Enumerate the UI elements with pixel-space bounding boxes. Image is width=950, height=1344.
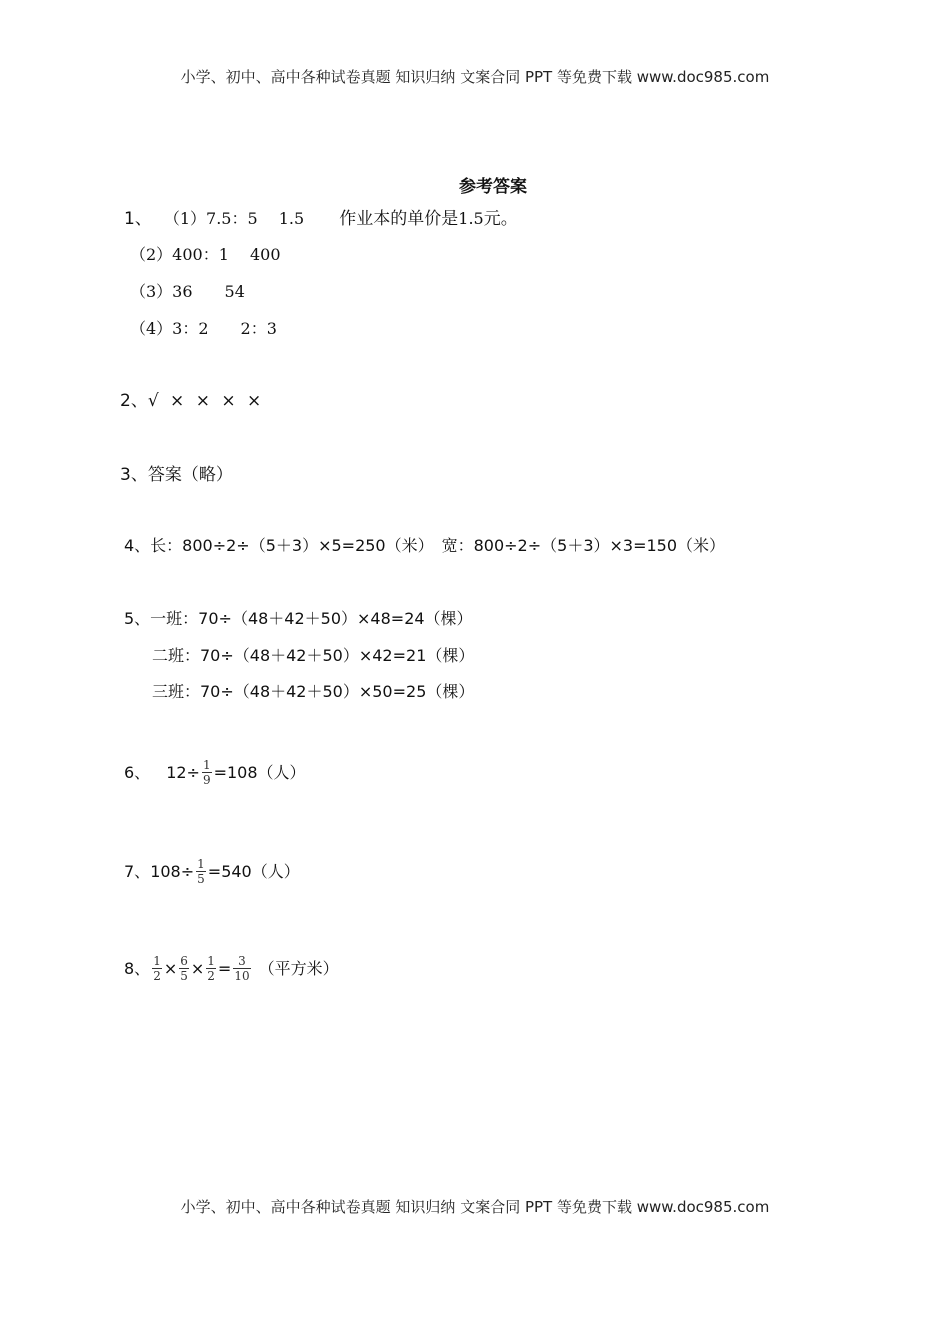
answer-6-label: 6、 [124,762,151,782]
answer-7-label: 7、 [124,861,151,881]
fraction [196,857,206,886]
answer-6-post: =108（人） [213,762,306,782]
answer-7 [124,857,300,886]
fraction-numerator: 6 [180,954,188,968]
page-title: 参考答案 [459,177,527,197]
answer-8 [124,954,339,983]
equals-sign: = [217,958,232,978]
answer-1-unit: 元。 [483,209,518,229]
fraction-denominator: 2 [207,969,215,983]
fraction-numerator: 1 [197,857,205,871]
answer-5-line-3: 三班：70÷（48＋42＋50）×50=25（棵） [152,682,475,701]
answer-3: 3、答案（略） [120,465,233,485]
answer-1-line-4: （4）3：2 2：3 [130,319,277,338]
answer-8-unit: （平方米） [258,958,339,978]
fraction [152,954,162,983]
answer-1-price: 1.5 [458,209,484,228]
fraction [179,954,189,983]
answer-1-line-2: （2）400：1 400 [130,245,281,264]
fraction-numerator: 1 [153,954,161,968]
answer-6 [124,758,306,787]
multiply-sign: × [190,958,205,978]
fraction [202,758,212,787]
fraction [233,954,250,983]
answer-7-pre: 108÷ [150,861,195,881]
answer-4: 4、长：800÷2÷（5＋3）×5=250（米） 宽：800÷2÷（5＋3）×3=150（米） [124,536,726,555]
answer-8-label: 8、 [124,958,151,978]
fraction-numerator: 1 [202,758,211,772]
answer-1-line-1 [124,208,518,230]
answer-1-label: 1、 [124,209,152,229]
fraction-denominator: 2 [153,969,161,983]
fraction [206,954,216,983]
answer-5-line-1: 5、一班：70÷（48＋42＋50）×48=24（棵） [124,609,473,628]
fraction-denominator: 5 [180,969,188,983]
fraction-denominator: 5 [197,872,205,886]
answer-1-line-3: （3）36 54 [130,282,245,301]
answer-2: 2、√ × × × × [120,391,262,411]
fraction-denominator: 9 [202,773,211,787]
fraction-numerator: 3 [238,954,246,968]
fraction-numerator: 1 [207,954,215,968]
answer-6-pre: 12÷ [166,762,200,782]
multiply-sign: × [163,958,178,978]
header-banner: 小学、初中、高中各种试卷真题 知识归纳 文案合同 PPT 等免费下载 www.doc985.com [180,68,770,86]
footer-banner: 小学、初中、高中各种试卷真题 知识归纳 文案合同 PPT 等免费下载 www.doc985.com [180,1198,770,1216]
answer-7-post: =540（人） [207,861,300,881]
answer-5-line-2: 二班：70÷（48＋42＋50）×42=21（棵） [152,646,475,665]
answer-1-part-1: （1）7.5：5 1.5 [163,209,326,228]
answer-1-sentence: 作业本的单价是 [339,209,459,229]
fraction-denominator: 10 [234,969,250,983]
